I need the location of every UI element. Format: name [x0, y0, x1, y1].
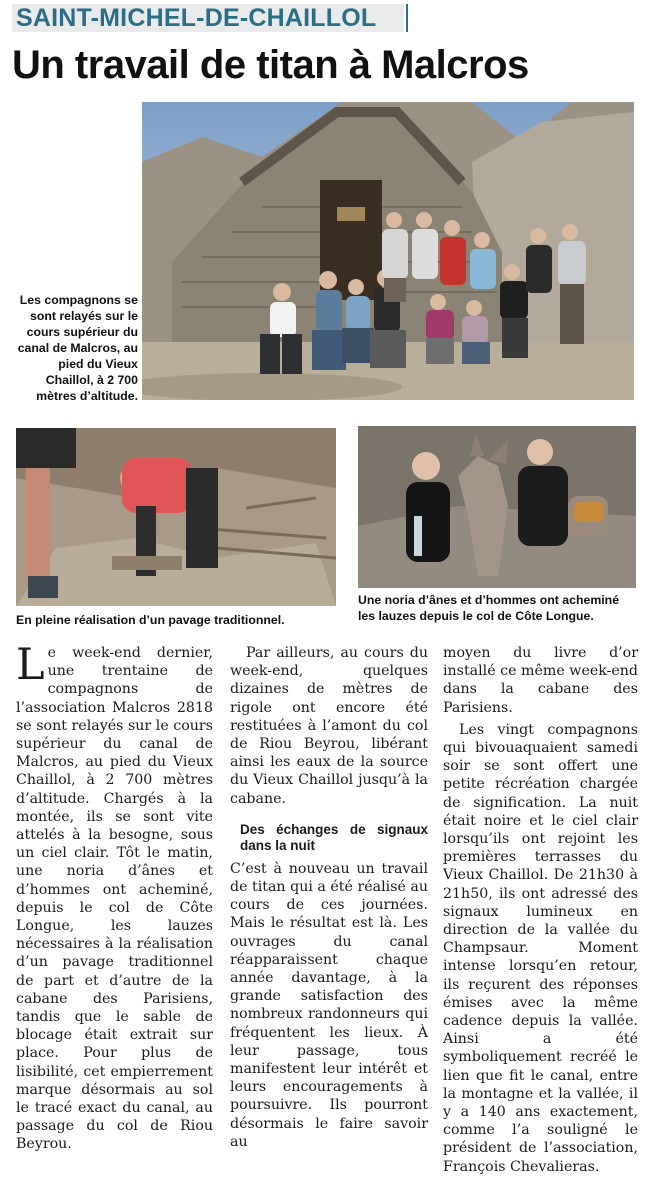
donkeys-photo — [358, 426, 636, 588]
donkeys-caption: Une noria d’ânes et d’hommes ont acheminé les lauzes depuis le col de Côte Longue. — [358, 593, 620, 623]
kicker: SAINT-MICHEL-DE-CHAILLOL — [12, 4, 404, 32]
paragraph-1: e week-end dernier, une trentaine de compagnons de l’association Malcros 2818 se sont relayés sur le cours supérieur du canal de Malcros, au pied du Vieux Chaillol, à 2 700 mètres d’altitude. Chargés à la montée, ils se sont vite attelés à la besogne, sous un ciel clair. Tôt le matin, une noria d’ânes et d’hommes ont acheminé, depuis le col de Côte Longue, les lauzes nécessaires à la réalisation d’un pavage traditionnel de part et d’autre de la cabane des Parisiens, tandis que le sable de blocage était extrait sur place. Pour plus de lisibilité, cet empierrement marque désormais au sol le tracé exact du canal, au passage du col de Riou Beyrou. — [16, 645, 213, 1153]
drop-cap: L — [16, 640, 45, 690]
subheading: Des échanges de signaux dans la nuit — [240, 821, 428, 853]
group-photo-illustration — [142, 102, 634, 400]
paragraph-2: Par ailleurs, au cours du week-end, quelques dizaines de mètres de rigole ont encore été restituées à l’amont du col de Riou Beyrou, libérant ainsi les eaux de la source du Vieux Chaillol jusqu’à la cabane. — [230, 645, 428, 807]
paving-photo — [16, 428, 336, 606]
headline: Un travail de titan à Malcros — [12, 43, 529, 87]
paragraph-3: C’est à nouveau un travail de titan qui a été réalisé au cours de ces journées. Mais le résultat est là. Les ouvrages du canal réapparaissent chaque année davantage, à la grande satisfaction des nombreux randonneurs qui fréquentent les lieux. À leur passage, tous manifestent leur intérêt et leurs encouragements à poursuivre. Ils pourront désormais le faire savoir au — [230, 860, 428, 1150]
article-column-3 — [443, 644, 638, 1180]
article-column-1 — [16, 640, 213, 1158]
donkeys-photo-illustration — [358, 426, 636, 588]
paragraph-5: Les vingt compagnons qui bivouaquaient samedi soir se sont offert une petite récréation chargée de signification. La nuit était noire et le ciel clair lorsqu’ils ont rejoint les premières terrasses du Vieux Chaillol. De 21h30 à 21h50, ils ont adressé des signaux lumineux en direction de la vallée du Champsaur. Moment intense lorsqu’en retour, ils reçurent des réponses émises avec la même cadence depuis la vallée. Ainsi a été symboliquement recréé le lien que fit le canal, entre la montagne et la vallée, il y a 140 ans exactement, comme l’a souligné le président de l’association, François Chevalieras. — [443, 721, 638, 1175]
paving-photo-illustration — [16, 428, 336, 606]
article-column-2 — [230, 644, 428, 1155]
main-photo-caption: Les compagnons se sont relayés sur le cours supérieur du canal de Malcros, au pied du Vieux Chaillol, à 2 700 mètres d’altitude. — [17, 293, 138, 403]
group-photo — [142, 102, 634, 400]
paving-caption: En pleine réalisation d’un pavage traditionnel. — [16, 613, 285, 627]
kicker-divider — [406, 4, 408, 32]
paragraph-4: moyen du livre d’or installé ce même week-end dans la cabane des Parisiens. — [443, 645, 638, 716]
